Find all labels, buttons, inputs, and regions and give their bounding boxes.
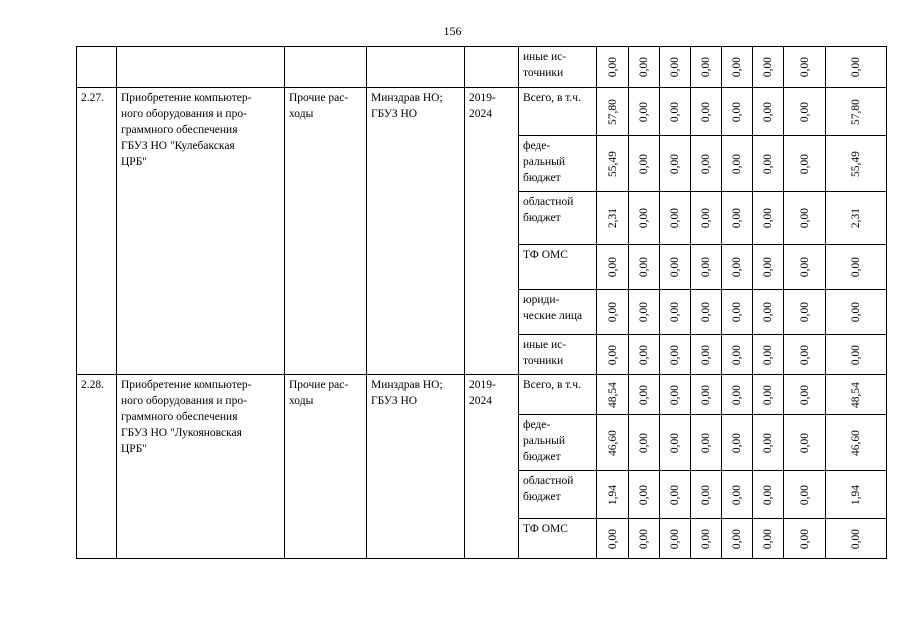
source-cell: юриди- ческие лица [519, 290, 597, 335]
value-cell [629, 192, 660, 245]
value-text: 55,49 [850, 150, 862, 177]
value-text: 0,00 [762, 344, 774, 365]
value-text: 0,00 [762, 528, 774, 549]
value-text: 0,00 [762, 101, 774, 122]
value-text: 0,00 [731, 56, 743, 78]
value-text: 0,00 [669, 153, 681, 174]
value-cell [722, 136, 753, 192]
value-text: 0,00 [798, 301, 811, 323]
value-text: 0,00 [669, 256, 681, 278]
item-name: Приобретение компьютер- ного оборудования и про- граммного обеспечения ГБУЗ НО "Лукояновская ЦРБ" [117, 375, 285, 559]
value-text: 57,80 [850, 98, 862, 125]
value-text: 0,00 [762, 153, 774, 174]
value-cell [597, 136, 629, 192]
value-cell [691, 245, 722, 290]
value-cell [753, 192, 784, 245]
expense-type: Прочие рас- ходы [285, 88, 367, 375]
value-cell [826, 47, 887, 88]
value-text: 0,00 [638, 256, 650, 278]
value-text: 0,00 [638, 153, 650, 174]
value-text: 0,00 [731, 344, 743, 365]
value-cell [753, 290, 784, 335]
value-text: 0,00 [798, 56, 811, 78]
source-cell: иные ис- точники [519, 335, 597, 375]
value-cell [629, 415, 660, 471]
source-cell: иные ис- точники [519, 47, 597, 88]
value-text: 0,00 [731, 432, 743, 453]
value-text: 0,00 [669, 484, 681, 505]
value-cell [691, 375, 722, 415]
value-cell [826, 290, 887, 335]
value-cell [629, 47, 660, 88]
value-cell [629, 136, 660, 192]
item-number: 2.27. [77, 88, 117, 375]
value-text: 0,00 [798, 432, 811, 453]
table-row [77, 375, 887, 415]
value-text: 0,00 [798, 344, 811, 365]
value-text: 0,00 [762, 384, 774, 405]
empty-cell [465, 47, 519, 88]
value-cell [722, 375, 753, 415]
value-text: 0,00 [669, 207, 681, 229]
value-text: 0,00 [606, 256, 619, 278]
value-text: 0,00 [762, 256, 774, 278]
value-text: 0,00 [762, 56, 774, 78]
value-text: 0,00 [731, 384, 743, 405]
value-cell [629, 290, 660, 335]
value-text: 0,00 [700, 153, 712, 174]
value-text: 0,00 [798, 484, 811, 505]
value-text: 0,00 [700, 384, 712, 405]
value-cell [597, 335, 629, 375]
value-text: 0,00 [638, 384, 650, 405]
value-text: 0,00 [669, 432, 681, 453]
value-cell [784, 192, 826, 245]
value-cell [691, 290, 722, 335]
value-cell [629, 375, 660, 415]
value-cell [660, 415, 691, 471]
value-cell [826, 519, 887, 559]
value-text: 0,00 [669, 344, 681, 365]
value-cell [784, 136, 826, 192]
value-cell [597, 192, 629, 245]
value-cell [722, 471, 753, 519]
value-cell [597, 471, 629, 519]
value-text: 0,00 [731, 484, 743, 505]
value-text: 0,00 [700, 56, 712, 78]
value-text: 0,00 [638, 484, 650, 505]
value-text: 0,00 [762, 432, 774, 453]
value-text: 1,94 [850, 484, 862, 505]
value-cell [784, 88, 826, 136]
empty-cell [117, 47, 285, 88]
value-cell [784, 335, 826, 375]
value-cell [753, 471, 784, 519]
value-text: 0,00 [638, 101, 650, 122]
value-cell [784, 290, 826, 335]
value-cell [784, 415, 826, 471]
value-text: 0,00 [700, 256, 712, 278]
source-cell: областной бюджет [519, 192, 597, 245]
item-number: 2.28. [77, 375, 117, 559]
value-cell [722, 290, 753, 335]
empty-cell [285, 47, 367, 88]
value-cell [753, 47, 784, 88]
value-text: 46,60 [850, 429, 862, 456]
source-cell: ТФ ОМС [519, 245, 597, 290]
value-cell [660, 335, 691, 375]
value-cell [629, 471, 660, 519]
value-text: 0,00 [606, 56, 619, 78]
value-text: 1,94 [606, 484, 619, 505]
value-text: 2,31 [606, 207, 619, 229]
value-text: 57,80 [606, 98, 619, 125]
value-text: 0,00 [762, 207, 774, 229]
value-cell [784, 47, 826, 88]
empty-cell [367, 47, 465, 88]
source-cell: ТФ ОМС [519, 519, 597, 559]
table-row [77, 47, 887, 88]
value-text: 0,00 [606, 301, 619, 323]
value-cell [691, 136, 722, 192]
value-text: 0,00 [762, 484, 774, 505]
value-cell [691, 192, 722, 245]
value-cell [753, 519, 784, 559]
value-text: 0,00 [700, 207, 712, 229]
value-cell [597, 245, 629, 290]
executor: Минздрав НО; ГБУЗ НО [367, 88, 465, 375]
value-cell [753, 88, 784, 136]
period: 2019- 2024 [465, 375, 519, 559]
value-text: 0,00 [700, 484, 712, 505]
value-text: 0,00 [762, 301, 774, 323]
value-text: 0,00 [669, 301, 681, 323]
value-cell [597, 415, 629, 471]
page-number: 156 [443, 24, 462, 38]
value-cell [660, 136, 691, 192]
value-text: 0,00 [638, 56, 650, 78]
value-cell [691, 471, 722, 519]
value-cell [722, 415, 753, 471]
value-cell [784, 519, 826, 559]
value-cell [691, 519, 722, 559]
value-text: 0,00 [700, 344, 712, 365]
value-cell [660, 290, 691, 335]
value-text: 0,00 [638, 528, 650, 549]
value-cell [660, 88, 691, 136]
value-text: 0,00 [798, 207, 811, 229]
value-text: 0,00 [850, 301, 862, 323]
value-text: 0,00 [798, 528, 811, 549]
value-text: 0,00 [700, 528, 712, 549]
value-cell [826, 471, 887, 519]
value-text: 48,54 [606, 381, 619, 408]
value-cell [722, 192, 753, 245]
value-cell [660, 471, 691, 519]
value-text: 0,00 [669, 101, 681, 122]
value-cell [597, 375, 629, 415]
value-cell [753, 375, 784, 415]
value-cell [826, 375, 887, 415]
value-text: 0,00 [731, 256, 743, 278]
value-text: 46,60 [606, 429, 619, 456]
value-text: 0,00 [638, 207, 650, 229]
value-text: 0,00 [731, 101, 743, 122]
budget-table [76, 46, 887, 559]
value-cell [597, 519, 629, 559]
value-cell [629, 245, 660, 290]
source-cell: феде- ральный бюджет [519, 415, 597, 471]
value-text: 0,00 [638, 301, 650, 323]
value-text: 0,00 [850, 344, 862, 365]
value-cell [826, 88, 887, 136]
value-text: 0,00 [606, 528, 619, 549]
value-text: 55,49 [606, 150, 619, 177]
value-text: 0,00 [850, 56, 862, 78]
value-cell [597, 47, 629, 88]
value-text: 2,31 [850, 207, 862, 229]
value-cell [660, 375, 691, 415]
value-cell [722, 519, 753, 559]
item-name: Приобретение компьютер- ного оборудования и про- граммного обеспечения ГБУЗ НО "Кулебакская ЦРБ" [117, 88, 285, 375]
value-cell [826, 192, 887, 245]
value-text: 0,00 [731, 153, 743, 174]
value-cell [826, 335, 887, 375]
executor: Минздрав НО; ГБУЗ НО [367, 375, 465, 559]
value-text: 0,00 [731, 301, 743, 323]
value-text: 0,00 [850, 528, 862, 549]
value-text: 0,00 [731, 528, 743, 549]
value-cell [660, 47, 691, 88]
value-text: 0,00 [638, 432, 650, 453]
value-cell [629, 88, 660, 136]
value-text: 0,00 [606, 344, 619, 365]
value-cell [629, 519, 660, 559]
value-cell [660, 192, 691, 245]
value-cell [660, 519, 691, 559]
value-cell [691, 88, 722, 136]
value-cell [753, 415, 784, 471]
value-text: 0,00 [638, 344, 650, 365]
value-cell [722, 245, 753, 290]
empty-cell [77, 47, 117, 88]
source-cell: Всего, в т.ч. [519, 88, 597, 136]
expense-type: Прочие рас- ходы [285, 375, 367, 559]
value-text: 0,00 [798, 153, 811, 174]
value-cell [597, 290, 629, 335]
value-text: 48,54 [850, 381, 862, 408]
value-cell [753, 335, 784, 375]
value-cell [753, 136, 784, 192]
source-cell: феде- ральный бюджет [519, 136, 597, 192]
value-text: 0,00 [700, 432, 712, 453]
value-cell [691, 335, 722, 375]
value-text: 0,00 [798, 101, 811, 122]
value-cell [784, 375, 826, 415]
value-text: 0,00 [669, 528, 681, 549]
value-cell [826, 415, 887, 471]
value-cell [722, 335, 753, 375]
value-cell [629, 335, 660, 375]
value-cell [691, 415, 722, 471]
value-text: 0,00 [700, 301, 712, 323]
value-text: 0,00 [669, 384, 681, 405]
value-cell [784, 245, 826, 290]
source-cell: Всего, в т.ч. [519, 375, 597, 415]
value-cell [597, 88, 629, 136]
period: 2019- 2024 [465, 88, 519, 375]
value-cell [722, 88, 753, 136]
value-text: 0,00 [700, 101, 712, 122]
value-cell [722, 47, 753, 88]
value-text: 0,00 [669, 56, 681, 78]
source-cell: областной бюджет [519, 471, 597, 519]
value-cell [826, 245, 887, 290]
table-row [77, 88, 887, 136]
value-cell [826, 136, 887, 192]
value-text: 0,00 [731, 207, 743, 229]
value-cell [753, 245, 784, 290]
value-text: 0,00 [798, 256, 811, 278]
value-text: 0,00 [850, 256, 862, 278]
value-cell [784, 471, 826, 519]
value-text: 0,00 [798, 384, 811, 405]
value-cell [691, 47, 722, 88]
value-cell [660, 245, 691, 290]
